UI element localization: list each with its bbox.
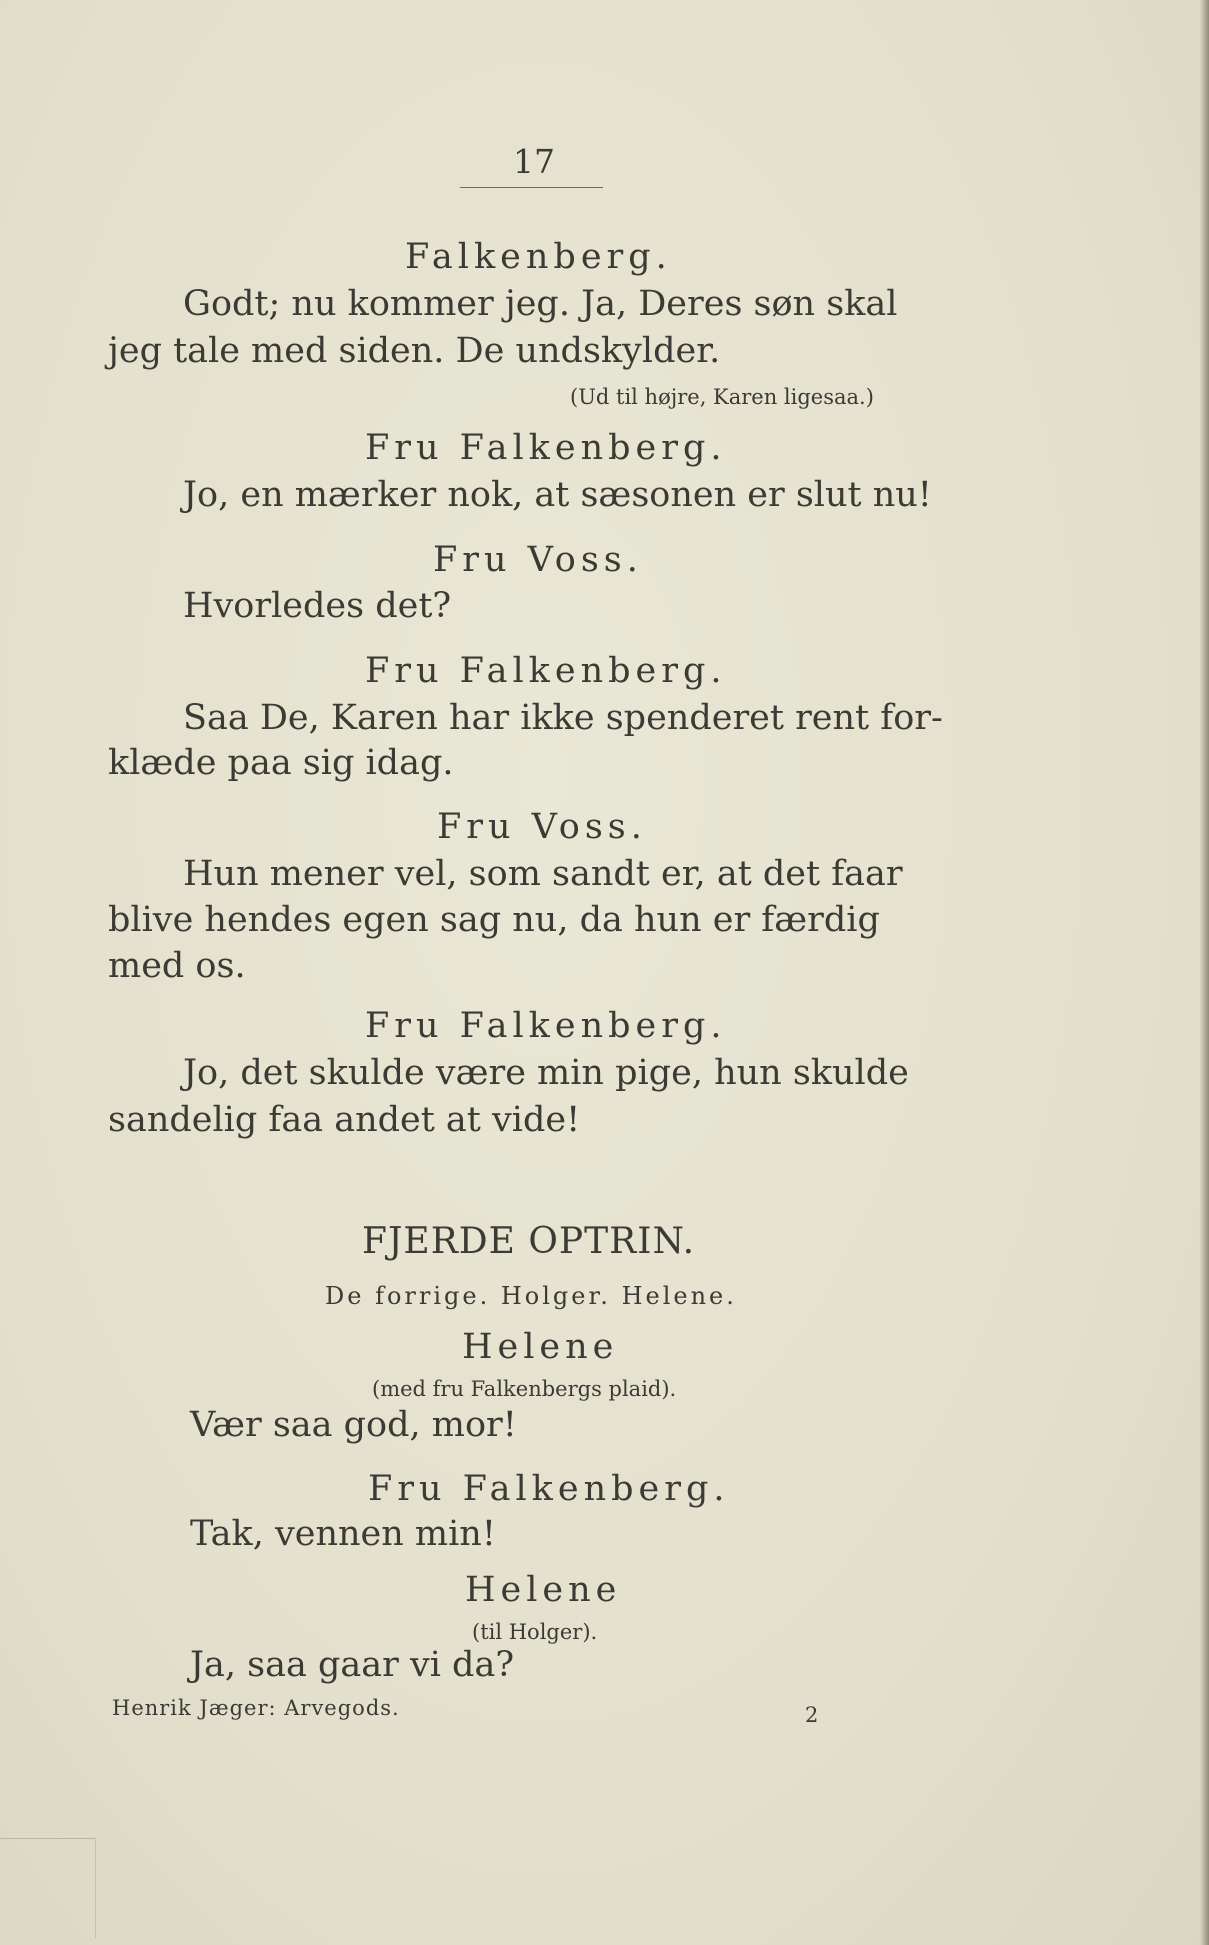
speaker-name: Fru Voss.	[437, 807, 647, 847]
dialogue-line: Jo, en mærker nok, at sæsonen er slut nu!	[183, 475, 932, 515]
corner-crop-mark-vertical	[95, 1838, 96, 1938]
dialogue-line: Godt; nu kommer jeg. Ja, Deres søn skal	[183, 284, 898, 324]
dialogue-line: Hun mener vel, som sandt er, at det faar	[183, 854, 903, 894]
scene-characters: De forrige. Holger. Helene.	[325, 1282, 737, 1310]
dialogue-line: Jo, det skulde være min pige, hun skulde	[183, 1053, 909, 1093]
speaker-name: Helene	[465, 1570, 622, 1610]
dialogue-line: med os.	[108, 946, 246, 986]
dialogue-line: Saa De, Karen har ikke spenderet rent for-	[183, 698, 943, 738]
speaker-name: Fru Falkenberg.	[365, 428, 727, 468]
speaker-name: Helene	[462, 1327, 619, 1367]
corner-crop-mark	[0, 1838, 96, 1839]
stage-direction: (med fru Falkenbergs plaid).	[372, 1377, 677, 1401]
page-number-rule	[460, 187, 603, 188]
stage-direction: (til Holger).	[472, 1620, 598, 1644]
page-edge-shadow	[1200, 0, 1209, 1945]
dialogue-line: Ja, saa gaar vi da?	[190, 1645, 515, 1685]
speaker-name: Fru Falkenberg.	[365, 651, 727, 691]
footer-author-title: Henrik Jæger: Arvegods.	[112, 1696, 400, 1720]
dialogue-line: blive hendes egen sag nu, da hun er færdig	[108, 900, 880, 940]
signature-mark: 2	[805, 1703, 820, 1727]
dialogue-line: Hvorledes det?	[183, 586, 452, 626]
dialogue-line: jeg tale med siden. De undskylder.	[108, 331, 721, 371]
dialogue-line: klæde paa sig idag.	[108, 743, 454, 783]
page-number: 17	[513, 142, 555, 181]
scene-heading: FJERDE OPTRIN.	[362, 1221, 696, 1262]
dialogue-line: sandelig faa andet at vide!	[108, 1100, 581, 1140]
speaker-name: Fru Voss.	[433, 540, 643, 580]
speaker-name: Fru Falkenberg.	[368, 1469, 730, 1509]
speaker-name: Fru Falkenberg.	[365, 1006, 727, 1046]
stage-direction: (Ud til højre, Karen ligesaa.)	[570, 385, 874, 409]
dialogue-line: Vær saa god, mor!	[190, 1405, 517, 1445]
dialogue-line: Tak, vennen min!	[190, 1514, 496, 1554]
speaker-name: Falkenberg.	[405, 237, 672, 277]
